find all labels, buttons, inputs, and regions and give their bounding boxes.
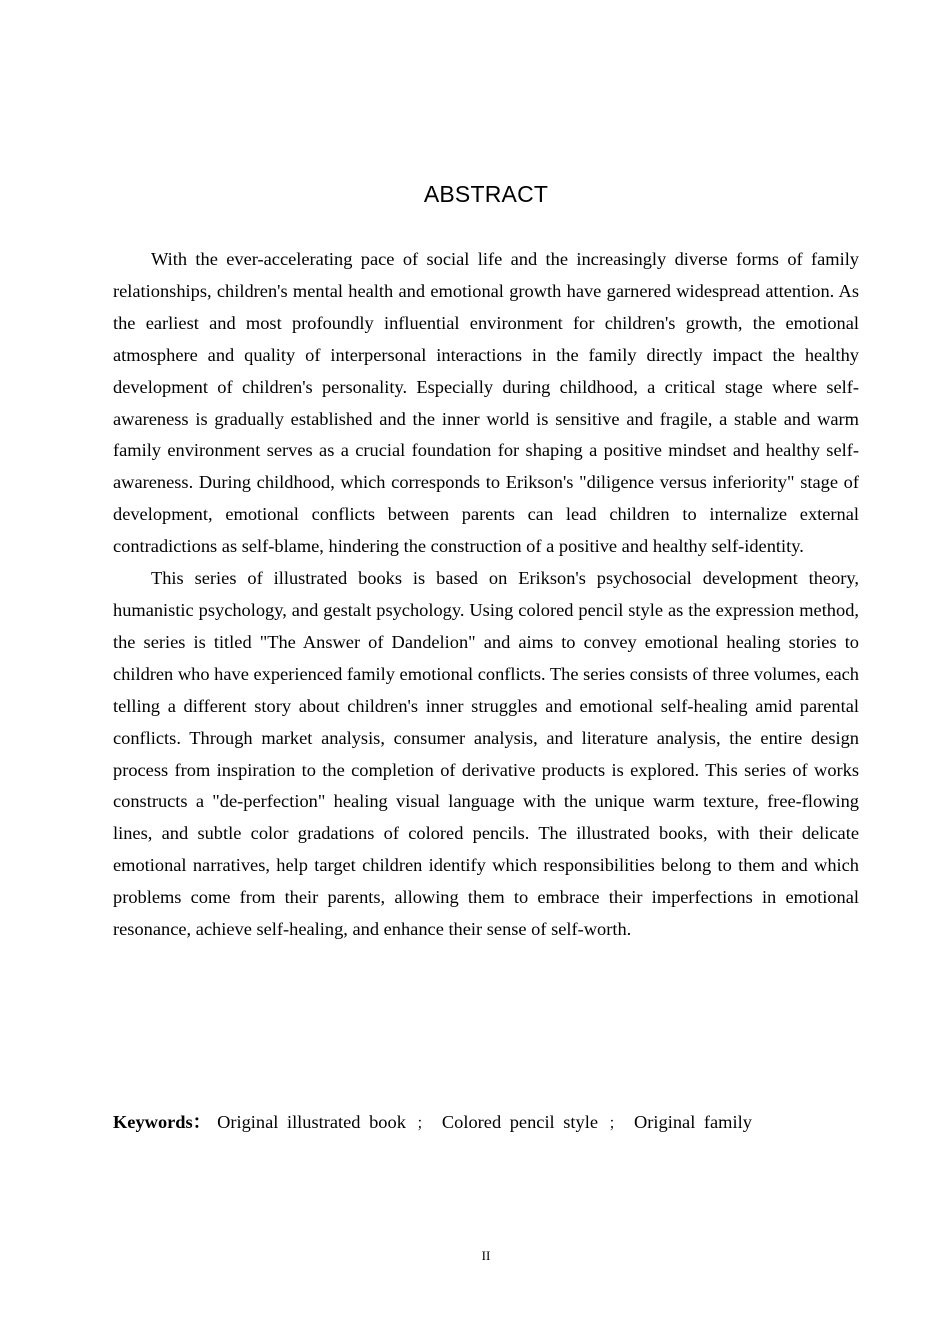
abstract-title: ABSTRACT	[423, 181, 549, 207]
abstract-body	[113, 244, 859, 946]
keyword-separator: ；	[608, 1116, 624, 1132]
keywords-line	[113, 1106, 873, 1140]
keyword-item: Original family	[634, 1112, 752, 1132]
abstract-paragraph-1: With the ever-accelerating pace of social life and the increasingly diverse forms of family relationships, children's mental health and emotional growth have garnered widespread attention. As the earliest and most profoundly influential environment for children's growth, the emotional atmosphere and quality of interpersonal interactions in the family directly impact the healthy development of children's personality. Especially during childhood, a critical stage where self-awareness is gradually established and the inner world is sensitive and fragile, a stable and warm family environment serves as a crucial foundation for shaping a positive mindset and healthy self-awareness. During childhood, which corresponds to Erikson's "diligence versus inferiority" stage of development, emotional conflicts between parents can lead children to internalize external contradictions as self-blame, hindering the construction of a positive and healthy self-identity.	[113, 249, 859, 557]
page-number: II	[481, 1248, 491, 1263]
keyword-item: Colored pencil style	[441, 1112, 599, 1132]
abstract-paragraph-2: This series of illustrated books is based on Erikson's psychosocial development theory, humanistic psychology, and gestalt psychology. Using colored pencil style as the expression method, the series is titled "The Answer of Dandelion" and aims to convey emotional healing stories to children who have experienced family emotional conflicts. The series consists of three volumes, each telling a different story about children's inner struggles and emotional self-healing amid parental conflicts. Through market analysis, consumer analysis, and literature analysis, the entire design process from inspiration to the completion of derivative products is explored. This series of works constructs a "de-perfection" healing visual language with the unique warm texture, free-flowing lines, and subtle color gradations of colored pencils. The illustrated books, with their delicate emotional narratives, help target children identify which responsibilities belong to them and which problems come from their parents, allowing them to embrace their imperfections in emotional resonance, achieve self-healing, and enhance their sense of self-worth.	[113, 568, 859, 940]
keyword-item: Original illustrated book	[217, 1112, 406, 1132]
keywords-label: Keywords：	[113, 1112, 212, 1132]
keyword-separator: ；	[416, 1116, 432, 1132]
